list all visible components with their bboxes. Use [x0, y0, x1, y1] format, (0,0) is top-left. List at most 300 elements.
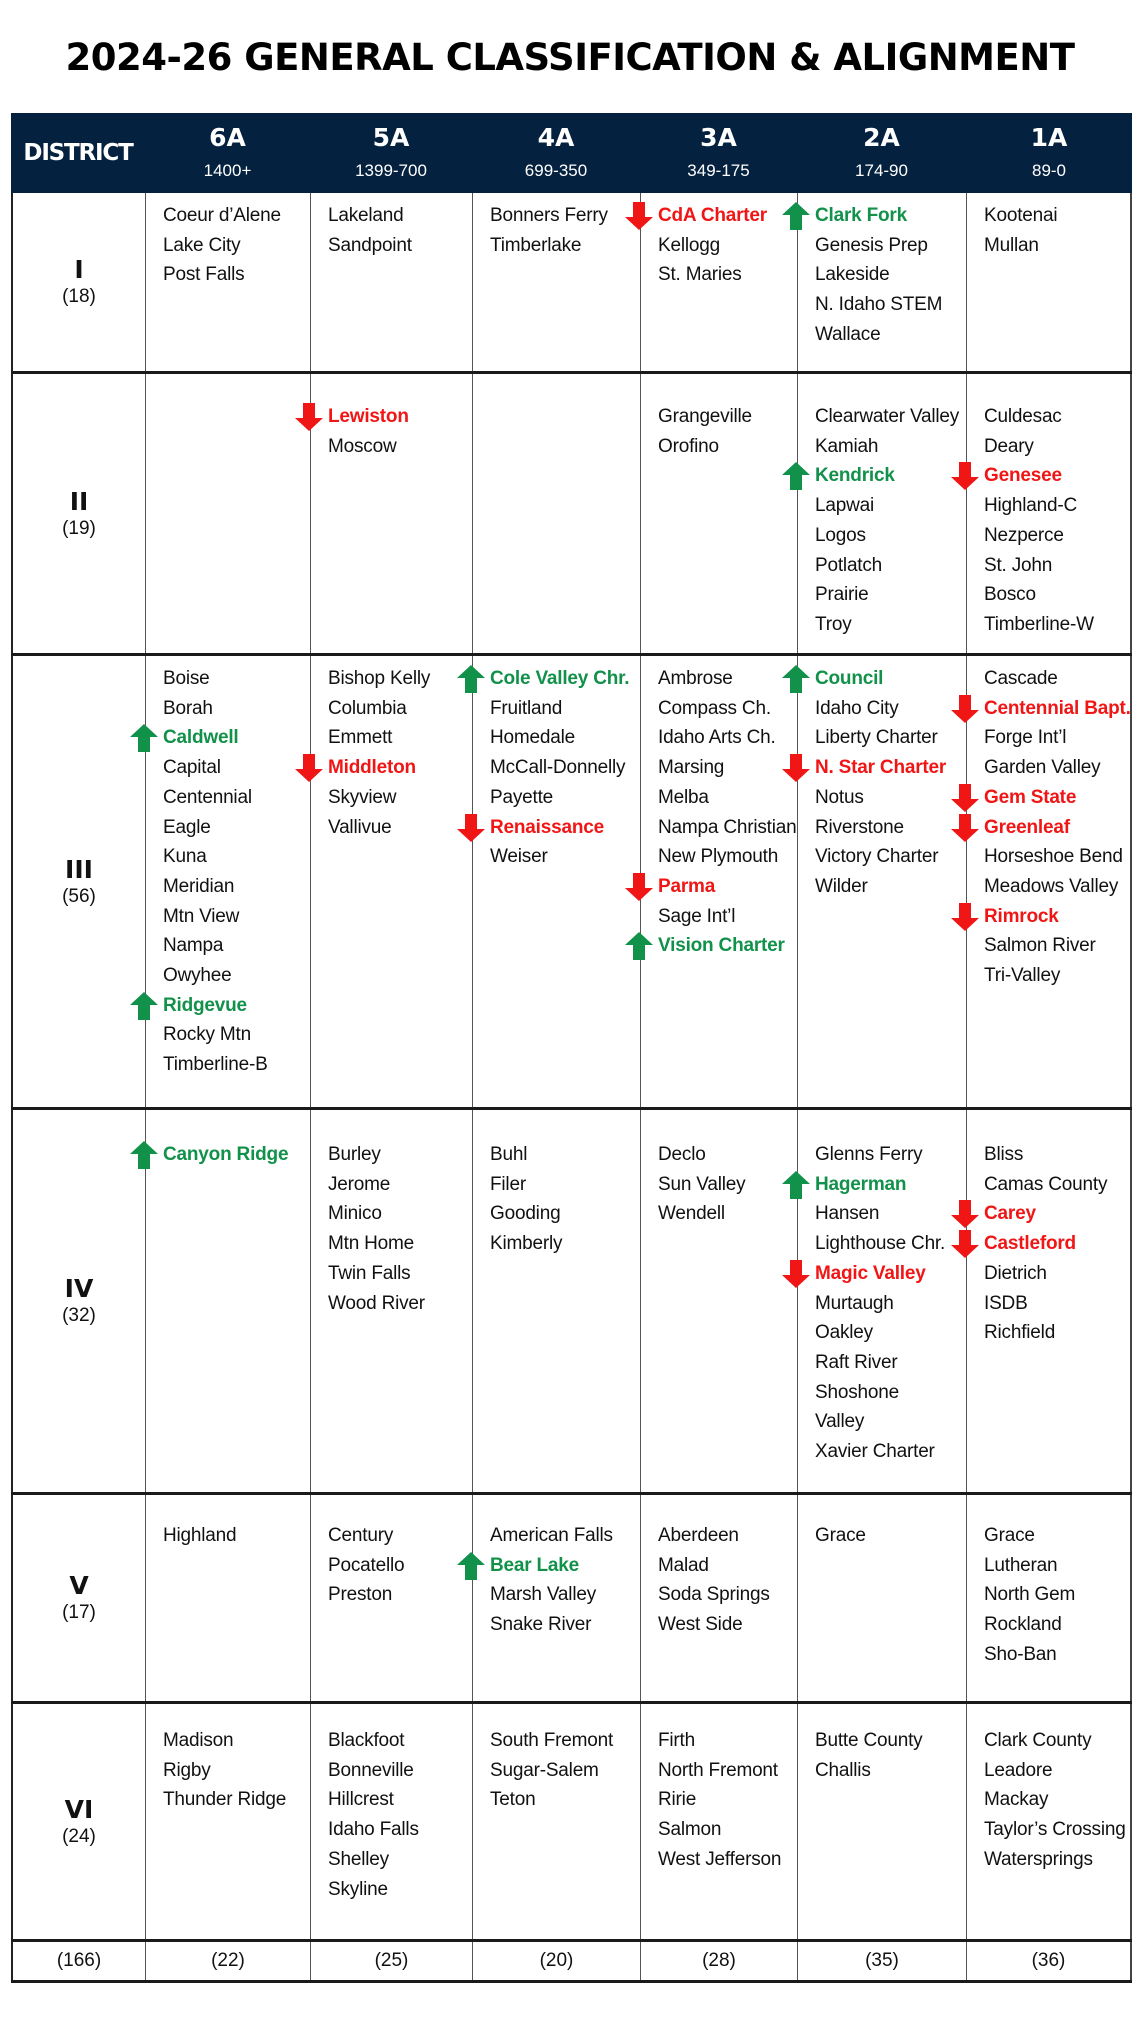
- school-name: Lakeside: [815, 264, 890, 286]
- school-list: [815, 1726, 964, 1785]
- school-item: [984, 521, 1128, 551]
- school-list: [815, 1521, 964, 1551]
- school-list: [490, 664, 638, 872]
- school-name: Garden Valley: [984, 757, 1101, 779]
- school-name: Boise: [163, 668, 210, 689]
- school-name: Payette: [490, 786, 554, 808]
- school-name: Aberdeen: [658, 1525, 739, 1546]
- school-name: Notus: [815, 786, 864, 808]
- arrow-up-icon: [456, 664, 486, 694]
- school-item: [490, 1756, 638, 1786]
- school-list: [815, 1140, 964, 1467]
- school-name: Deary: [984, 435, 1034, 457]
- school-item: [490, 1140, 638, 1170]
- school-list: [984, 402, 1128, 640]
- total-2a: [797, 1942, 966, 1980]
- school-name: Compass Ch.: [658, 697, 771, 719]
- school-name: Preston: [328, 1584, 393, 1606]
- cell-2a: [797, 1704, 966, 1939]
- district-cell: [11, 1495, 145, 1701]
- school-item: [815, 783, 964, 813]
- school-item: [328, 1199, 470, 1229]
- school-name: Victory Charter: [815, 846, 939, 868]
- header-2a: [797, 113, 966, 193]
- school-item: [163, 201, 308, 231]
- cell-6a: [145, 656, 310, 1107]
- school-name: Lakeland: [328, 205, 404, 226]
- school-name: South Fremont: [490, 1730, 614, 1751]
- school-list: [658, 201, 795, 290]
- school-item: [815, 521, 964, 551]
- school-item: [328, 1756, 470, 1786]
- district-number: IV: [64, 1274, 94, 1303]
- school-name: Timberlake: [490, 234, 582, 256]
- school-name: Soda Springs: [658, 1584, 770, 1606]
- school-item: [658, 1610, 795, 1640]
- district-cell: [11, 1704, 145, 1939]
- school-item: [815, 1756, 964, 1786]
- school-item: [163, 1785, 308, 1815]
- school-name: Ambrose: [658, 668, 733, 689]
- school-item: [163, 260, 308, 290]
- district-count: (19): [62, 517, 96, 539]
- school-item: [490, 842, 638, 872]
- school-item: [984, 664, 1128, 694]
- school-item: [815, 290, 964, 320]
- school-item: [658, 842, 795, 872]
- school-list: [490, 1140, 638, 1259]
- school-name: Grace: [984, 1525, 1035, 1546]
- school-name: Hansen: [815, 1203, 880, 1225]
- school-name: Bear Lake: [490, 1554, 580, 1576]
- school-item: [658, 1785, 795, 1815]
- school-list: [163, 201, 308, 290]
- school-name: Idaho City: [815, 697, 899, 719]
- school-name: Sugar-Salem: [490, 1759, 599, 1781]
- school-item: [163, 1050, 308, 1080]
- school-name: Fruitland: [490, 697, 563, 719]
- school-name: Madison: [163, 1730, 234, 1751]
- school-item: [815, 842, 964, 872]
- school-item: [815, 320, 964, 350]
- school-name: Valley: [815, 1411, 865, 1433]
- district-count: (17): [62, 1602, 96, 1623]
- school-name: Buhl: [490, 1144, 528, 1165]
- school-name: Salmon River: [984, 935, 1096, 957]
- school-item: [328, 231, 470, 261]
- school-item: [163, 1756, 308, 1786]
- school-item: [163, 664, 308, 694]
- school-name: Highland-C: [984, 495, 1078, 517]
- school-item: [658, 1726, 795, 1756]
- school-item: [658, 402, 795, 432]
- school-name: Clearwater Valley: [815, 406, 960, 427]
- cell-4a: [472, 193, 640, 371]
- cell-5a: [310, 374, 472, 653]
- school-item: [163, 931, 308, 961]
- school-name: Lighthouse Chr.: [815, 1233, 946, 1255]
- school-name: Vision Charter: [658, 935, 785, 957]
- school-name: Thunder Ridge: [163, 1789, 287, 1811]
- school-name: Burley: [328, 1144, 381, 1165]
- school-name: Orofino: [658, 435, 719, 457]
- school-list: [328, 1521, 470, 1610]
- school-item: [328, 1259, 470, 1289]
- total-1a: [966, 1942, 1132, 1980]
- total-5a: [310, 1942, 472, 1980]
- school-name: Forge Int’l: [984, 727, 1067, 749]
- school-item: [658, 432, 795, 462]
- school-item: [658, 723, 795, 753]
- class-label: 6A: [209, 123, 246, 152]
- school-item: [490, 694, 638, 724]
- school-list: [815, 664, 964, 902]
- school-moved-up: [815, 664, 964, 694]
- school-name: Jerome: [328, 1173, 391, 1195]
- school-item: [328, 723, 470, 753]
- cell-5a: [310, 1110, 472, 1492]
- school-name: Parma: [658, 875, 716, 897]
- school-item: [984, 1785, 1128, 1815]
- school-name: Mackay: [984, 1789, 1049, 1811]
- school-item: [328, 694, 470, 724]
- school-item: [490, 201, 638, 231]
- school-list: [163, 1521, 308, 1551]
- school-name: North Gem: [984, 1584, 1076, 1606]
- school-item: [984, 842, 1128, 872]
- total-value: (25): [374, 1950, 409, 1971]
- school-item: [658, 1140, 795, 1170]
- school-name: Clark Fork: [815, 205, 907, 226]
- cell-5a: [310, 1495, 472, 1701]
- school-item: [984, 1610, 1128, 1640]
- school-name: Kendrick: [815, 465, 895, 487]
- school-name: Minico: [328, 1203, 382, 1225]
- school-item: [658, 813, 795, 843]
- arrow-up-icon: [781, 1170, 811, 1200]
- school-name: Challis: [815, 1759, 871, 1781]
- school-name: Greenleaf: [984, 816, 1070, 838]
- school-item: [490, 753, 638, 783]
- school-item: [658, 1521, 795, 1551]
- cell-5a: [310, 1704, 472, 1939]
- arrow-up-icon: [624, 931, 654, 961]
- school-list: [163, 1726, 308, 1815]
- school-item: [328, 1815, 470, 1845]
- school-name: Columbia: [328, 697, 407, 719]
- school-name: Culdesac: [984, 406, 1062, 427]
- school-item: [984, 723, 1128, 753]
- school-item: [984, 1845, 1128, 1875]
- school-name: Carey: [984, 1203, 1036, 1225]
- school-moved-up: [815, 201, 964, 231]
- school-name: Bosco: [984, 584, 1036, 606]
- school-name: Gooding: [490, 1203, 561, 1225]
- school-name: Hillcrest: [328, 1789, 394, 1811]
- school-name: Kimberly: [490, 1233, 563, 1255]
- school-name: Idaho Arts Ch.: [658, 727, 776, 749]
- arrow-down-icon: [950, 1229, 980, 1259]
- school-name: Grace: [815, 1525, 866, 1546]
- school-item: [815, 1437, 964, 1467]
- school-name: Firth: [658, 1730, 696, 1751]
- school-item: [490, 1521, 638, 1551]
- school-moved-down: [490, 813, 638, 843]
- total-value: (22): [211, 1950, 245, 1971]
- school-moved-down: [984, 902, 1128, 932]
- school-name: Malad: [658, 1554, 709, 1576]
- school-item: [984, 1756, 1128, 1786]
- school-item: [984, 1815, 1128, 1845]
- school-list: [163, 664, 308, 1080]
- school-name: Dietrich: [984, 1262, 1047, 1284]
- school-name: Marsh Valley: [490, 1584, 597, 1606]
- school-item: [658, 231, 795, 261]
- school-moved-up: [658, 931, 795, 961]
- district-number: II: [69, 486, 89, 516]
- school-moved-down: [658, 872, 795, 902]
- school-name: Liberty Charter: [815, 727, 938, 749]
- school-name: Skyview: [328, 786, 397, 808]
- school-item: [815, 1289, 964, 1319]
- school-name: Idaho Falls: [328, 1819, 419, 1841]
- cell-1a: [966, 1495, 1132, 1701]
- school-name: Centennial: [163, 786, 252, 808]
- arrow-up-icon: [781, 461, 811, 491]
- school-item: [984, 580, 1128, 610]
- school-name: Melba: [658, 786, 709, 808]
- arrow-up-icon: [129, 991, 159, 1021]
- school-name: Sho-Ban: [984, 1643, 1057, 1665]
- district-cell: [11, 374, 145, 653]
- school-item: [815, 872, 964, 902]
- header-6a: [145, 113, 310, 193]
- school-name: Declo: [658, 1144, 706, 1165]
- table-header: [11, 113, 1132, 193]
- school-item: [658, 694, 795, 724]
- cell-1a: [966, 656, 1132, 1107]
- district-row-vi: [11, 1704, 1132, 1942]
- school-name: West Side: [658, 1614, 743, 1636]
- header-3a: [640, 113, 797, 193]
- school-item: [815, 491, 964, 521]
- cell-2a: [797, 656, 966, 1107]
- school-name: Hagerman: [815, 1173, 907, 1195]
- school-list: [815, 201, 964, 350]
- school-name: Pocatello: [328, 1554, 405, 1576]
- school-item: [984, 1170, 1128, 1200]
- school-name: Genesee: [984, 465, 1062, 487]
- cell-6a: [145, 1495, 310, 1701]
- school-name: St. Maries: [658, 264, 742, 286]
- total-value: (35): [865, 1950, 899, 1971]
- total-all: [11, 1942, 145, 1980]
- school-item: [984, 432, 1128, 462]
- school-moved-down: [984, 694, 1131, 724]
- cell-3a: [640, 1704, 797, 1939]
- district-row-i: [11, 193, 1132, 374]
- school-item: [163, 872, 308, 902]
- school-list: [984, 1140, 1128, 1348]
- school-list: [658, 1140, 795, 1229]
- school-name: Sun Valley: [658, 1173, 746, 1195]
- school-name: Raft River: [815, 1351, 898, 1373]
- school-name: North Fremont: [658, 1759, 778, 1781]
- cell-6a: [145, 374, 310, 653]
- class-label: 2A: [863, 123, 900, 152]
- school-name: American Falls: [490, 1525, 613, 1546]
- cell-3a: [640, 193, 797, 371]
- school-name: Kamiah: [815, 435, 879, 457]
- school-name: Richfield: [984, 1322, 1056, 1344]
- school-name: Kootenai: [984, 205, 1058, 226]
- school-name: Vallivue: [328, 816, 392, 838]
- school-item: [328, 201, 470, 231]
- school-name: Leadore: [984, 1759, 1053, 1781]
- school-list: [328, 402, 470, 461]
- district-count: (18): [62, 286, 96, 307]
- school-list: [328, 201, 470, 260]
- school-item: [490, 1170, 638, 1200]
- school-item: [658, 753, 795, 783]
- school-item: [328, 1170, 470, 1200]
- school-name: Wendell: [658, 1203, 725, 1225]
- cell-3a: [640, 374, 797, 653]
- total-6a: [145, 1942, 310, 1980]
- school-item: [815, 813, 964, 843]
- school-item: [984, 1289, 1128, 1319]
- school-item: [984, 201, 1128, 231]
- school-name: Lewiston: [328, 406, 409, 427]
- school-name: Post Falls: [163, 264, 245, 286]
- school-item: [658, 260, 795, 290]
- school-item: [328, 1521, 470, 1551]
- school-moved-up: [490, 1551, 638, 1581]
- arrow-down-icon: [624, 872, 654, 902]
- school-name: Potlatch: [815, 554, 883, 576]
- total-4a: [472, 1942, 640, 1980]
- school-name: N. Idaho STEM: [815, 294, 943, 316]
- school-name: St. John: [984, 554, 1053, 576]
- school-name: Highland: [163, 1525, 237, 1546]
- school-item: [984, 1640, 1128, 1670]
- school-item: [328, 1229, 470, 1259]
- arrow-down-icon: [624, 201, 654, 231]
- cell-4a: [472, 1110, 640, 1492]
- school-item: [815, 723, 964, 753]
- school-moved-up: [163, 723, 308, 753]
- school-item: [163, 1521, 308, 1551]
- arrow-down-icon: [294, 402, 324, 432]
- school-name: Tri-Valley: [984, 965, 1061, 987]
- school-name: Blackfoot: [328, 1730, 405, 1751]
- school-item: [984, 931, 1128, 961]
- school-name: Sage Int’l: [658, 905, 736, 927]
- school-item: [984, 1140, 1128, 1170]
- school-name: N. Star Charter: [815, 757, 947, 779]
- school-name: Troy: [815, 613, 852, 635]
- total-value: (20): [539, 1950, 574, 1971]
- school-name: Murtaugh: [815, 1292, 894, 1314]
- school-item: [815, 1199, 964, 1229]
- school-item: [984, 610, 1128, 640]
- enrollment-range: 1399-700: [355, 161, 427, 180]
- school-moved-up: [163, 991, 308, 1021]
- district-count: (56): [62, 885, 96, 907]
- school-item: [815, 1378, 964, 1408]
- arrow-up-icon: [129, 1140, 159, 1170]
- cell-4a: [472, 1704, 640, 1939]
- cell-5a: [310, 656, 472, 1107]
- school-name: Coeur d’Alene: [163, 205, 281, 226]
- school-item: [984, 1726, 1128, 1756]
- school-item: [490, 723, 638, 753]
- school-moved-down: [984, 783, 1128, 813]
- school-item: [328, 813, 470, 843]
- school-item: [815, 1348, 964, 1378]
- cell-6a: [145, 1704, 310, 1939]
- school-item: [658, 664, 795, 694]
- arrow-down-icon: [950, 694, 980, 724]
- district-cell: [11, 1110, 145, 1492]
- school-item: [815, 1726, 964, 1756]
- school-name: Twin Falls: [328, 1262, 411, 1284]
- school-name: Timberline-B: [163, 1054, 268, 1076]
- district-number: VI: [64, 1794, 94, 1824]
- school-name: Logos: [815, 524, 866, 546]
- school-name: Cole Valley Chr.: [490, 668, 630, 689]
- school-item: [658, 1199, 795, 1229]
- header-1a: [966, 113, 1132, 193]
- school-name: Wood River: [328, 1292, 425, 1314]
- school-list: [328, 1140, 470, 1318]
- school-name: Sandpoint: [328, 234, 412, 256]
- school-name: Borah: [163, 697, 213, 719]
- school-name: Rockland: [984, 1614, 1062, 1636]
- school-name: Rigby: [163, 1759, 211, 1781]
- school-item: [328, 1551, 470, 1581]
- school-item: [163, 961, 308, 991]
- school-item: [815, 402, 964, 432]
- arrow-up-icon: [456, 1551, 486, 1581]
- school-name: Castleford: [984, 1233, 1076, 1255]
- school-moved-down: [984, 813, 1128, 843]
- cell-2a: [797, 1110, 966, 1492]
- enrollment-range: 1400+: [203, 161, 252, 180]
- school-item: [984, 491, 1128, 521]
- school-name: Wilder: [815, 875, 868, 897]
- school-name: ISDB: [984, 1292, 1028, 1314]
- school-moved-down: [328, 402, 470, 432]
- school-item: [490, 783, 638, 813]
- school-name: Taylor’s Crossing: [984, 1819, 1126, 1841]
- school-name: Mtn View: [163, 905, 240, 927]
- school-item: [490, 1580, 638, 1610]
- arrow-down-icon: [950, 1199, 980, 1229]
- school-name: Camas County: [984, 1173, 1108, 1195]
- school-list: [328, 1726, 470, 1904]
- school-name: Clark County: [984, 1730, 1092, 1751]
- school-list: [490, 201, 638, 260]
- school-name: Bliss: [984, 1144, 1024, 1165]
- school-name: New Plymouth: [658, 846, 779, 868]
- school-item: [815, 694, 964, 724]
- district-row-ii: [11, 374, 1132, 656]
- school-moved-down: [984, 461, 1128, 491]
- class-label: 3A: [700, 123, 737, 152]
- cell-1a: [966, 193, 1132, 371]
- school-moved-down: [658, 201, 795, 231]
